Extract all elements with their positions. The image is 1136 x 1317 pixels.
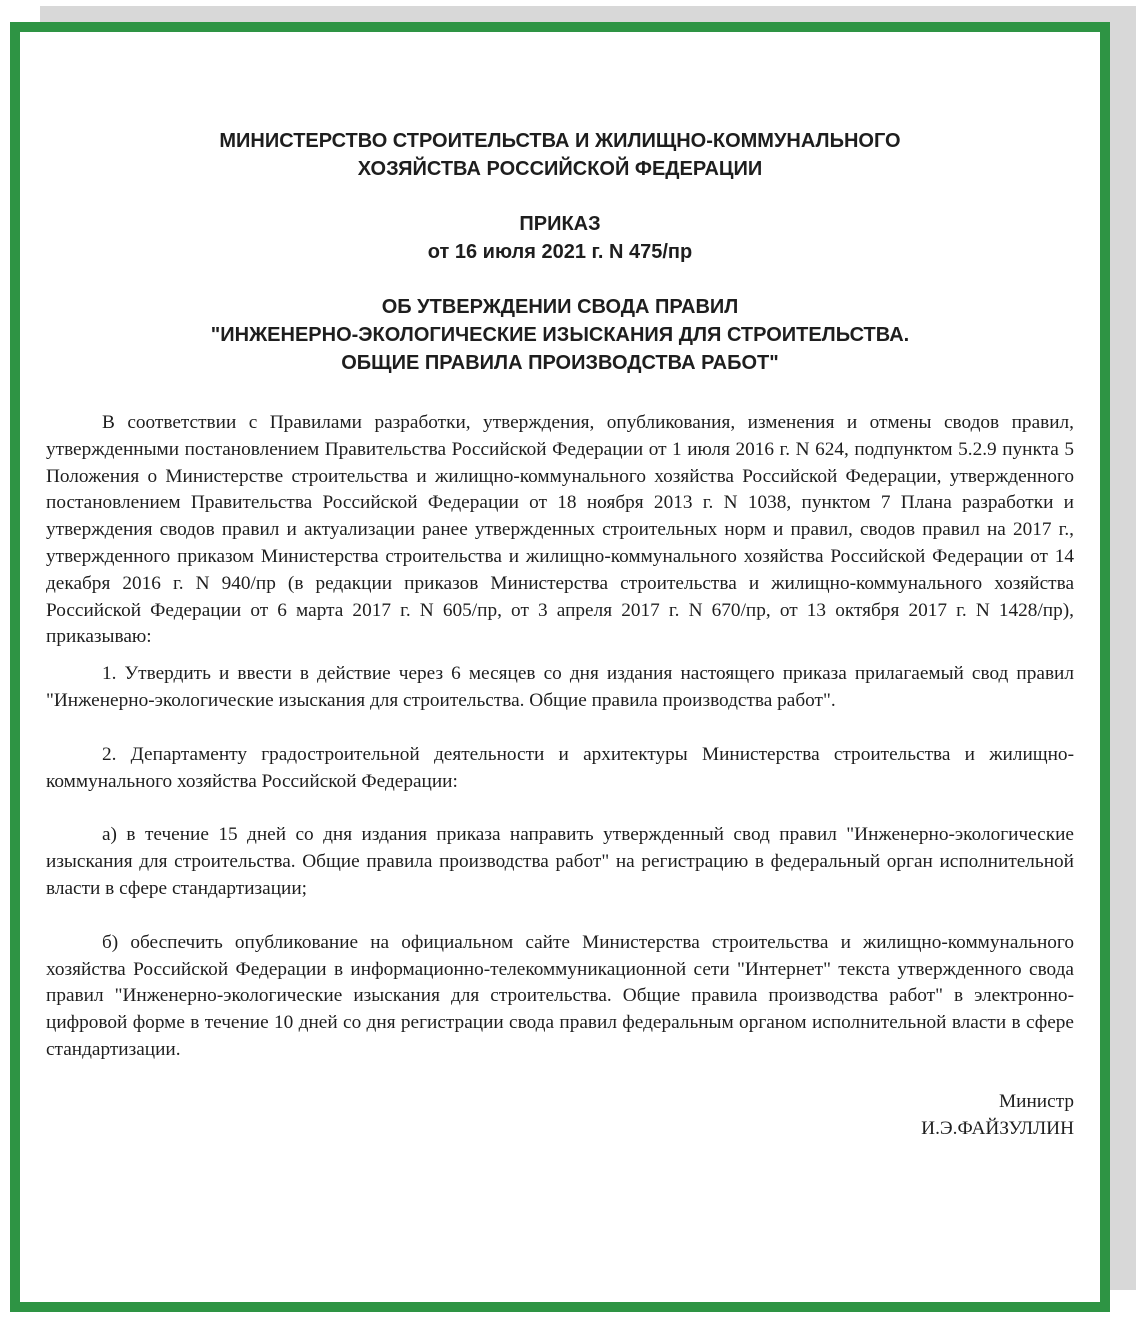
document-content: [46, 32, 1074, 1142]
order-label: ПРИКАЗ: [519, 213, 601, 235]
ministry-line-2: ХОЗЯЙСТВА РОССИЙСКОЙ ФЕДЕРАЦИИ: [357, 158, 763, 180]
ministry-heading: [46, 127, 1074, 183]
signature-block: [46, 1089, 1074, 1143]
subject-line-3: ОБЩИЕ ПРАВИЛА ПРОИЗВОДСТВА РАБОТ": [341, 352, 779, 374]
signature-name: И.Э.ФАЙЗУЛЛИН: [921, 1117, 1074, 1139]
order-date: от 16 июля 2021 г. N 475/пр: [427, 241, 693, 263]
preamble-paragraph: В соответствии с Правилами разработки, утверждения, опубликования, изменения и отмены сводов правил, утвержденными постановлением Правительства Российской Федерации от 1 июля 2016 г. N 624, подпунктом 5.2.9 пункта 5 Положения о Министерстве строительства и жилищно-коммунального хозяйства Российской Федерации, утвержденного постановлением Правительства Российской Федерации от 18 ноября 2013 г. N 1038, пунктом 7 Плана разработки и утверждения сводов правил и актуализации ранее утвержденных строительных норм и правил, сводов правил на 2017 г., утвержденного приказом Министерства строительства и жилищно-коммунального хозяйства Российской Федерации от 14 декабря 2016 г. N 940/пр (в редакции приказов Министерства строительства и жилищно-коммунального хозяйства Российской Федерации от 6 марта 2017 г. N 605/пр, от 3 апреля 2017 г. N 670/пр, от 13 октября 2017 г. N 1428/пр), приказываю:: [46, 412, 1074, 648]
item-2a-paragraph: а) в течение 15 дней со дня издания приказа направить утвержденный свод правил "Инженерно-экологические изыскания для строительства. Общие правила производства работ" на регистрацию в федеральный орган исполнительной власти в сфере стандартизации;: [46, 824, 1074, 899]
item-1-paragraph: 1. Утвердить и ввести в действие через 6 месяцев со дня издания настоящего приказа прилагаемый свод правил "Инженерно-экологические изыскания для строительства. Общие правила производства работ".: [46, 663, 1074, 711]
subject-line-1: ОБ УТВЕРЖДЕНИИ СВОДА ПРАВИЛ: [381, 296, 739, 318]
signature-position: Министр: [999, 1090, 1074, 1112]
ministry-line-1: МИНИСТЕРСТВО СТРОИТЕЛЬСТВА И ЖИЛИЩНО-КОММУНАЛЬНОГО: [219, 130, 901, 152]
subject-line-2: "ИНЖЕНЕРНО-ЭКОЛОГИЧЕСКИЕ ИЗЫСКАНИЯ ДЛЯ СТРОИТЕЛЬСТВА.: [210, 324, 910, 346]
item-2b-paragraph: б) обеспечить опубликование на официальном сайте Министерства строительства и жилищно-коммунального хозяйства Российской Федерации в информационно-телекоммуникационной сети "Интернет" текста утвержденного свода правил "Инженерно-экологические изыскания для строительства. Общие правила производства работ" в электронно-цифровой форме в течение 10 дней со дня регистрации свода правил федеральным органом исполнительной власти в сфере стандартизации.: [46, 931, 1074, 1060]
item-2-paragraph: 2. Департаменту градостроительной деятельности и архитектуры Министерства строительства и жилищно-коммунального хозяйства Российской Федерации:: [46, 743, 1074, 792]
subject-heading: [46, 293, 1074, 377]
order-heading: [46, 210, 1074, 266]
document-frame: [10, 22, 1110, 1312]
